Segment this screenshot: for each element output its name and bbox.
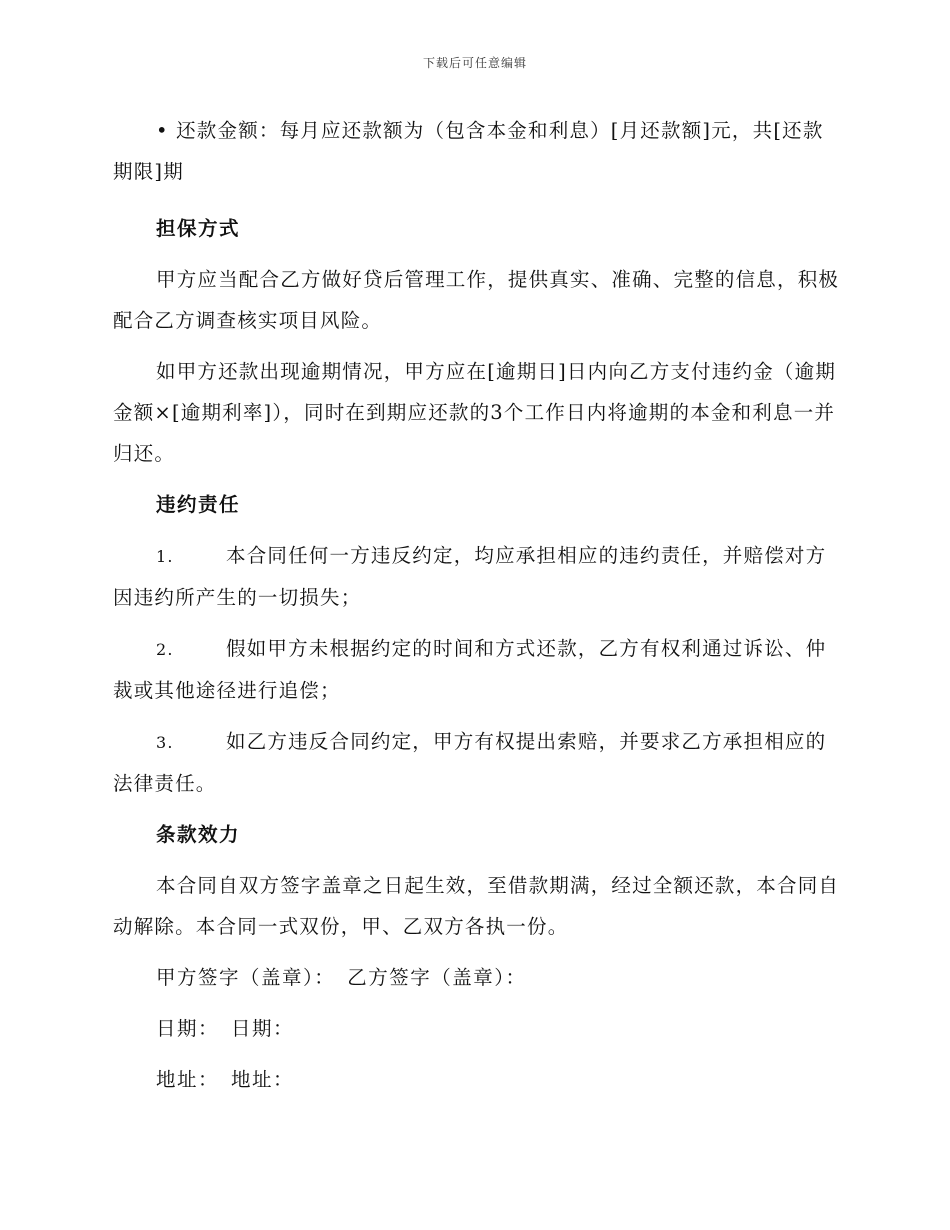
repayment-amount-line: • 还款金额：每月应还款额为（包含本金和利息）[月还款额]元，共[还款期限]期 bbox=[113, 119, 824, 183]
party-a-signature-label: 甲方签字（盖章）： bbox=[156, 966, 336, 989]
liability-item-1 bbox=[113, 535, 841, 618]
item-text: 假如甲方未根据约定的时间和方式还款，乙方有权利通过诉讼、仲裁或其他途径进行追偿； bbox=[113, 637, 827, 702]
party-b-date-label: 日期： bbox=[231, 1017, 295, 1040]
liability-item-2 bbox=[113, 628, 841, 711]
party-b-address-label: 地址： bbox=[231, 1068, 295, 1091]
item-number: 3. bbox=[156, 733, 174, 752]
item-text: 本合同任何一方违反约定，均应承担相应的违约责任，并赔偿对方因违约所产生的一切损失； bbox=[113, 544, 827, 609]
item-number: 1. bbox=[156, 547, 174, 566]
page-header: 下载后可任意编辑 bbox=[422, 56, 527, 70]
signature-line bbox=[113, 957, 841, 998]
party-a-date-label: 日期： bbox=[156, 1017, 220, 1040]
section-heading-guarantee: 担保方式 bbox=[156, 217, 241, 240]
document-body bbox=[113, 110, 841, 1110]
address-line bbox=[113, 1059, 841, 1100]
item-text: 如乙方违反合同约定，甲方有权提出索赔，并要求乙方承担相应的法律责任。 bbox=[113, 730, 827, 795]
guarantee-paragraph-2: 如甲方还款出现逾期情况，甲方应在[逾期日]日内向乙方支付违约金（逾期金额×[逾期利率]），同时在到期应还款的3个工作日内将逾期的本金和利息一并归还。 bbox=[113, 360, 837, 465]
party-a-address-label: 地址： bbox=[156, 1068, 220, 1091]
guarantee-paragraph-1: 甲方应当配合乙方做好贷后管理工作，提供真实、准确、完整的信息，积极配合乙方调查核实项目风险。 bbox=[113, 268, 840, 332]
section-heading-validity: 条款效力 bbox=[156, 823, 241, 846]
party-b-signature-label: 乙方签字（盖章）： bbox=[347, 966, 527, 989]
section-heading-liability: 违约责任 bbox=[156, 493, 241, 516]
date-line bbox=[113, 1008, 841, 1049]
validity-paragraph: 本合同自双方签字盖章之日起生效，至借款期满，经过全额还款，本合同自动解除。本合同一式双份，甲、乙双方各执一份。 bbox=[113, 874, 840, 938]
item-number: 2. bbox=[156, 640, 174, 659]
liability-item-3 bbox=[113, 721, 841, 804]
